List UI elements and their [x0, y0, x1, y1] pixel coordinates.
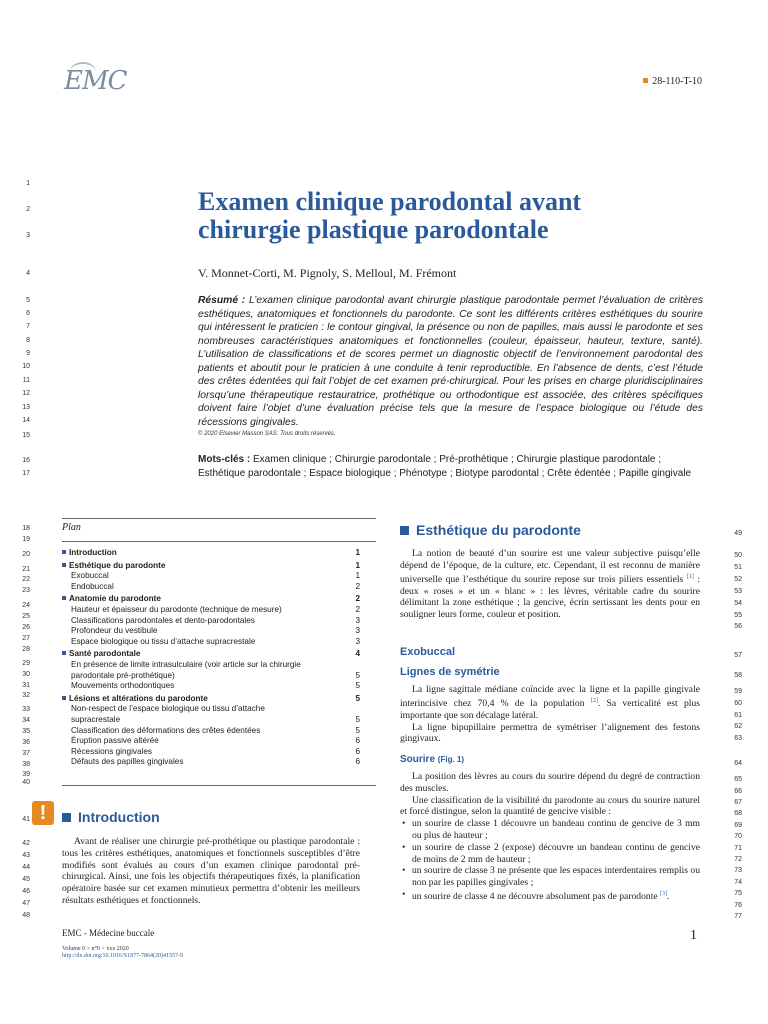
line-number: 49 [734, 530, 742, 537]
toc-item-text: Esthétique du parodonte [69, 560, 166, 570]
page-number: 1 [690, 928, 697, 943]
line-number: 10 [22, 363, 30, 370]
esthetique-paragraph [400, 548, 700, 621]
emc-logo [64, 66, 127, 96]
p1-text-b: : deux « roses » et un « blanc » : les lèvres, véritable cadre du sourire délimitant la zone esthétique ; la gencive, écrin sertissant les dents pour en souligner leurs forme, couleur et position. [400, 573, 700, 621]
plan-bottom-rule [62, 785, 376, 786]
toc-item[interactable] [62, 582, 360, 593]
abstract-label: Résumé : [198, 295, 246, 306]
line-number: 25 [22, 613, 30, 620]
line-number: 41 [22, 816, 30, 823]
list-item-end: . [667, 891, 670, 903]
logo-arc [70, 62, 96, 82]
toc-item-page: 2 [355, 594, 360, 604]
toc-item-label [71, 681, 174, 692]
line-number: 61 [734, 712, 742, 719]
line-number: 20 [22, 551, 30, 558]
esthetique-heading-text: Esthétique du parodonte [416, 522, 581, 538]
line-number: 18 [22, 525, 30, 532]
line-number: 64 [734, 760, 742, 767]
toc-item-label [71, 726, 260, 737]
journal-name: EMC - Médecine buccale [62, 928, 155, 938]
toc-item[interactable] [62, 605, 360, 616]
sourire-paragraph-1: La position des lèvres au cours du sourire dépend du degré de contraction des muscles. [400, 771, 700, 794]
line-number: 73 [734, 867, 742, 874]
line-number: 59 [734, 688, 742, 695]
toc-item-text: Classifications parodontales et dento-parodontales [71, 615, 255, 625]
line-number: 33 [22, 706, 30, 713]
toc-item-page: 5 [355, 670, 360, 680]
article-reference [643, 76, 702, 87]
line-number: 39 [22, 771, 30, 778]
toc-item-label [71, 704, 265, 715]
toc-item-label [62, 694, 208, 705]
toc-item-text: En présence de limite intrasulculaire (voir article sur la chirurgie [71, 659, 301, 669]
symetrie-body [400, 684, 700, 745]
blue-square-icon [62, 550, 66, 554]
line-number: 40 [22, 779, 30, 786]
line-number: 17 [22, 470, 30, 477]
line-number: 77 [734, 913, 742, 920]
toc-item-page: 1 [355, 548, 360, 557]
line-number: 54 [734, 600, 742, 607]
line-number: 57 [734, 652, 742, 659]
line-number: 7 [26, 323, 30, 330]
toc-item[interactable] [62, 594, 360, 605]
line-number: 68 [734, 810, 742, 817]
toc-item[interactable] [62, 747, 360, 758]
toc-item-label [71, 660, 301, 671]
line-number: 69 [734, 822, 742, 829]
toc-item-text: Classification des déformations des crêtes édentées [71, 725, 261, 735]
plan-title-rule [62, 541, 376, 542]
line-number: 29 [22, 660, 30, 667]
list-item: • un sourire de classe 1 découvre un bandeau continu de gencive de 3 mm ou plus de hauteur ; [412, 818, 700, 842]
toc-item-text: Éruption passive altérée [71, 736, 159, 746]
line-number: 38 [22, 761, 30, 768]
toc-item-label [71, 605, 282, 616]
line-number: 16 [22, 457, 30, 464]
title-line-2: chirurgie plastique parodontale [198, 215, 549, 244]
toc-item[interactable] [62, 561, 360, 572]
list-item [412, 889, 700, 903]
toc-item-label [71, 671, 175, 682]
article-title [198, 188, 718, 244]
line-number: 21 [22, 566, 30, 573]
line-number: 45 [22, 876, 30, 883]
toc-item-page: 3 [355, 626, 360, 636]
introduction-paragraph: Avant de réaliser une chirurgie pré-prothétique ou plastique parodontale : tous les critères esthétiques, anatomiques et fonctionnels susceptibles d’être modifiés sont évalués au cours d’un examen clinique parodontal pré-chirurgical. Ainsi, une fois les objectifs thérapeutiques fixés, la planification opératoire basée sur cet examen minutieux permettra d’obtenir les meilleurs résultats esthétiques et fonctionnels. [62, 836, 360, 906]
toc-item-text: Mouvements orthodontiques [71, 681, 175, 691]
toc-item[interactable] [62, 757, 360, 768]
toc-item-page: 3 [355, 636, 360, 646]
blue-square-icon [62, 596, 66, 600]
toc-item-label [62, 649, 140, 660]
line-number: 75 [734, 890, 742, 897]
line-number: 70 [734, 833, 742, 840]
toc-item[interactable] [62, 548, 360, 559]
line-number: 2 [26, 206, 30, 213]
plan-top-rule [62, 518, 376, 519]
toc-item-page: 4 [355, 649, 360, 659]
line-number: 15 [22, 432, 30, 439]
line-number: 9 [26, 350, 30, 357]
toc-item-page: 5 [355, 725, 360, 735]
title-line-1: Examen clinique parodontal avant [198, 187, 582, 216]
toc-item[interactable] [62, 626, 360, 637]
line-number: 76 [734, 902, 742, 909]
list-item: • un sourire de classe 3 ne présente que les espaces interdentaires remplis ou non par les papilles gingivales ; [412, 865, 700, 889]
toc-item-page: 6 [355, 746, 360, 756]
toc-item-label [71, 626, 157, 637]
toc-item-label [71, 616, 255, 627]
sourire-body [400, 771, 700, 903]
blue-square-icon [400, 526, 409, 535]
toc-item[interactable] [62, 726, 360, 737]
line-number: 52 [734, 576, 742, 583]
reference-link[interactable]: [1] [686, 573, 694, 580]
toc-item[interactable] [62, 571, 360, 582]
toc-item[interactable] [62, 715, 360, 726]
reference-link[interactable]: [2] [590, 697, 598, 704]
line-number: 27 [22, 635, 30, 642]
p2-text-b: . Sa verticalité est plus importante que son décalage latéral. [400, 697, 700, 721]
line-number: 72 [734, 856, 742, 863]
square-bullet-icon [643, 78, 648, 83]
authors: V. Monnet-Corti, M. Pignoly, S. Melloul, M. Frémont [198, 266, 457, 280]
toc-item-page: 1 [355, 560, 360, 570]
toc-item[interactable] [62, 681, 360, 692]
line-number: 74 [734, 879, 742, 886]
line-number: 51 [734, 564, 742, 571]
line-number: 22 [22, 576, 30, 583]
sourire-heading-text: Sourire [400, 754, 436, 765]
toc-item-label [71, 757, 183, 768]
toc-item[interactable] [62, 616, 360, 627]
toc-item-text: Anatomie du parodonte [69, 594, 161, 604]
line-number: 55 [734, 612, 742, 619]
toc-item-label [71, 582, 114, 593]
line-number: 8 [26, 337, 30, 344]
reference-number: 28-110-T-10 [652, 76, 702, 87]
toc-item-label [71, 736, 159, 747]
line-number: 31 [22, 682, 30, 689]
line-number: 67 [734, 799, 742, 806]
exobuccal-heading: Exobuccal [400, 646, 456, 658]
line-number: 14 [22, 417, 30, 424]
toc-item[interactable] [62, 736, 360, 747]
toc-item[interactable] [62, 671, 360, 682]
line-number: 35 [22, 728, 30, 735]
line-number: 44 [22, 864, 30, 871]
blue-square-icon [62, 651, 66, 655]
toc-item[interactable] [62, 637, 360, 648]
toc-item-page: 5 [355, 714, 360, 724]
introduction-heading [62, 809, 160, 825]
toc-item-text: Introduction [69, 548, 117, 557]
toc-item-page: 5 [355, 681, 360, 691]
line-number: 4 [26, 270, 30, 277]
blue-square-icon [62, 563, 66, 567]
line-number: 19 [22, 536, 30, 543]
introduction-heading-text: Introduction [78, 809, 160, 825]
warning-icon: ! [32, 801, 54, 825]
copyright: © 2020 Elsevier Masson SAS. Tous droits réservés. [198, 431, 336, 437]
line-number: 24 [22, 602, 30, 609]
plan-title: Plan [62, 522, 81, 533]
toc-item-page: 6 [355, 757, 360, 767]
line-number: 71 [734, 845, 742, 852]
toc-item-page: 5 [355, 693, 360, 703]
doi-link[interactable]: http://dx.doi.org/10.1016/S1877-7864(20)41557-9 [62, 953, 184, 959]
toc-item-text: Espace biologique ou tissu d’attache supracrestale [71, 636, 256, 646]
line-number: 36 [22, 739, 30, 746]
toc-item-page: 2 [355, 581, 360, 591]
toc-item-label [71, 571, 109, 582]
reference-link[interactable]: [3] [660, 890, 668, 897]
esthetique-heading [400, 522, 581, 538]
esthetique-body [400, 548, 700, 621]
list-item: • un sourire de classe 2 (expose) découvre un bandeau continu de gencive de moins de 2 mm de hauteur ; [412, 842, 700, 866]
toc-item-text: Santé parodontale [69, 649, 141, 659]
toc-item-text: Non-respect de l’espace biologique ou tissu d’attache [71, 704, 265, 714]
toc-item[interactable] [62, 649, 360, 660]
toc-item-text: Exobuccal [71, 571, 109, 581]
line-number: 13 [22, 404, 30, 411]
line-number: 58 [734, 672, 742, 679]
keywords [198, 453, 703, 480]
toc-item-text: Lésions et altérations du parodonte [69, 693, 208, 703]
keywords-label: Mots-clés : [198, 454, 251, 465]
line-number: 60 [734, 700, 742, 707]
line-number: 42 [22, 840, 30, 847]
toc-item-label [62, 561, 165, 572]
line-number: 46 [22, 888, 30, 895]
line-number: 28 [22, 646, 30, 653]
line-number: 62 [734, 723, 742, 730]
toc-item-page: 6 [355, 736, 360, 746]
smile-class-list [400, 818, 700, 903]
toc-item-text: parodontale pré-prothétique) [71, 670, 175, 680]
toc-item-page: 1 [355, 571, 360, 581]
sourire-heading [400, 754, 464, 765]
symetrie-paragraph-1 [400, 684, 700, 722]
toc-item-label [71, 637, 255, 648]
line-number: 53 [734, 588, 742, 595]
toc-item-label [62, 594, 161, 605]
lignes-symetrie-heading: Lignes de symétrie [400, 666, 500, 678]
table-of-contents [62, 548, 360, 768]
sourire-paragraph-2: Une classification de la visibilité du parodonte au cours du sourire naturel et forcé distingue, selon la quantité de gencive visible : [400, 794, 700, 818]
list-item-text: un sourire de classe 4 ne découvre absolument pas de parodonte [412, 891, 658, 903]
toc-item-page: 3 [355, 615, 360, 625]
toc-item-text: Défauts des papilles gingivales [71, 757, 184, 767]
blue-square-icon [62, 813, 71, 822]
abstract [198, 294, 703, 429]
toc-item[interactable] [62, 694, 360, 705]
toc-item-text: supracrestale [71, 714, 121, 724]
line-number: 56 [734, 623, 742, 630]
abstract-text: L’examen clinique parodontal avant chirurgie plastique parodontale permet l’évaluation de critères esthétiques, anatomiques et fonctionnels du parodonte. Ce sont les différents critères esthétiques du sourire qui intéressent le praticien : le contour gingival, la présence ou non de papilles, mais aussi le parodonte et ses nombreuses caractéristiques anatomiques et fonctionnelles (couleur, épaisseur, hauteur, texture, santé). L’utilisation de classifications et de scores permet un diagnostic objectif de l’environnement parodontal des patients et aboutit pour le praticien à une conduite à tenir reproductible. En l’absence de dents, c’est l’étude des crêtes édentées qui fait l’objet de cet examen pré-chirurgical. Pour les prises en charge pluridisciplinaires lorsqu’une thérapeutique restauratrice, prothétique ou orthodontique est associée, des critères spécifiques doivent faire l’objet d’une évaluation précise tels que la mesure de l’espace biologique ou l’étude des récessions gingivales. [198, 295, 703, 428]
line-number: 47 [22, 900, 30, 907]
line-number: 63 [734, 735, 742, 742]
toc-item-page: 2 [355, 604, 360, 614]
line-number: 6 [26, 310, 30, 317]
p2-text: La ligne sagittale médiane coïncide avec la ligne et la papille gingivale interincisive chez 70,4 % de la population [400, 684, 700, 709]
line-number: 5 [26, 297, 30, 304]
symetrie-paragraph-2: La ligne bipupillaire permettra de symétriser l’alignement des festons gingivaux. [400, 721, 700, 745]
introduction-body [62, 836, 360, 907]
keywords-text: Examen clinique ; Chirurgie parodontale ; Pré-prothétique ; Chirurgie plastique parodontale ; Esthétique parodontale ; Espace biologique ; Phénotype ; Biotype parodontal ; Crête édentée ; Papille gingivale [198, 454, 692, 479]
toc-item[interactable] [62, 660, 360, 671]
blue-square-icon [62, 696, 66, 700]
line-number: 12 [22, 390, 30, 397]
line-number: 3 [26, 232, 30, 239]
line-number: 23 [22, 587, 30, 594]
toc-item-label [71, 715, 120, 726]
line-number: 65 [734, 776, 742, 783]
line-number: 30 [22, 671, 30, 678]
line-number: 50 [734, 552, 742, 559]
figure-link[interactable]: (Fig. 1) [437, 755, 465, 764]
line-number: 32 [22, 692, 30, 699]
line-number: 48 [22, 912, 30, 919]
p1-text: La notion de beauté d’un sourire est une valeur subjective puisqu’elle dépend de l’époque, de la culture, etc. Cependant, il est reconnu de manière universelle que l’esthétique du sourire repose sur trois piliers essentiels [400, 548, 700, 585]
line-number: 37 [22, 750, 30, 757]
logo-text: EMC [64, 66, 127, 96]
line-number: 34 [22, 717, 30, 724]
toc-item-label [62, 548, 117, 559]
toc-item-label [71, 747, 152, 758]
toc-item-text: Profondeur du vestibule [71, 626, 158, 636]
toc-item-text: Endobuccal [71, 581, 114, 591]
toc-item[interactable] [62, 704, 360, 715]
line-number: 1 [26, 180, 30, 187]
line-number: 26 [22, 624, 30, 631]
line-number: 11 [22, 377, 30, 384]
toc-item-text: Hauteur et épaisseur du parodonte (technique de mesure) [71, 604, 282, 614]
line-number: 43 [22, 852, 30, 859]
toc-item-text: Récessions gingivales [71, 746, 153, 756]
line-number: 66 [734, 788, 742, 795]
volume-info: Volume 0 > n°0 > xxx 2020 [62, 946, 129, 952]
